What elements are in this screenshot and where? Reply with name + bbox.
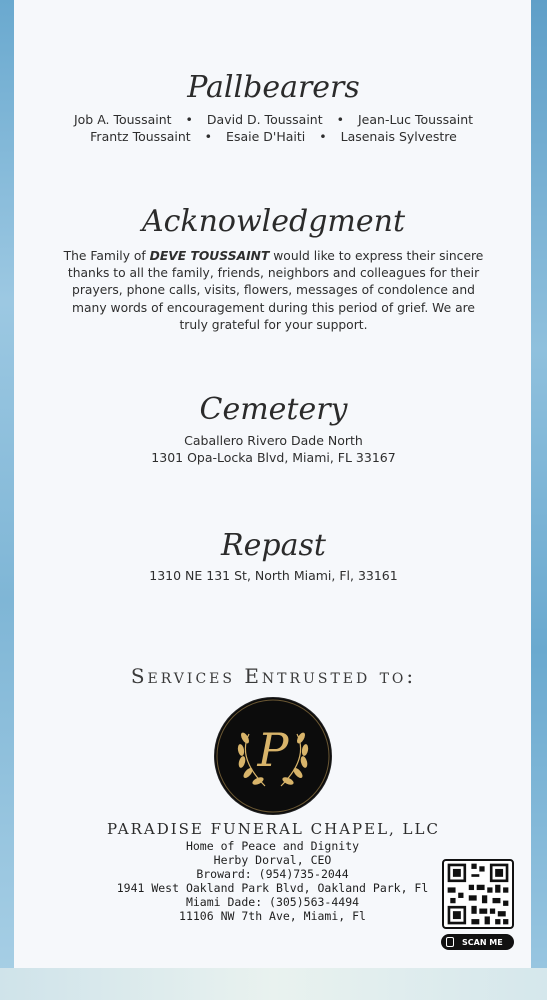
- pallbearer-name: Job A. Toussaint: [73, 112, 172, 127]
- qr-code[interactable]: [442, 859, 514, 929]
- cemetery-line-1: Caballero Rivero Dade North: [184, 433, 363, 448]
- broward-phone: Broward: (954)735-2044: [196, 867, 349, 881]
- miami-address: 11106 NW 7th Ave, Miami, Fl: [179, 909, 366, 923]
- company-name: PARADISE FUNERAL CHAPEL, LLC: [107, 820, 440, 838]
- pallbearers-row-1: [0, 111, 547, 128]
- separator-dot: •: [336, 112, 344, 127]
- pallbearer-name: Frantz Toussaint: [90, 129, 191, 144]
- funeral-home-logo: [215, 698, 331, 814]
- separator-dot: •: [185, 112, 193, 127]
- acknowledgment-heading: Acknowledgment: [141, 204, 406, 239]
- scan-me-label: SCAN ME: [462, 937, 503, 947]
- ack-body: would like to express their sincere thanks to all the family, friends, neighbors and colleagues for their prayers, phone calls, visits, flowers, messages of condolence and many words of encouragement during this period of grief. We are truly grateful for your support.: [67, 249, 484, 332]
- ceo-line: Herby Dorval, CEO: [213, 853, 332, 867]
- acknowledgment-text: [60, 248, 487, 334]
- pallbearer-name: Esaie D'Haiti: [226, 129, 306, 144]
- pallbearer-name: David D. Toussaint: [206, 112, 323, 127]
- contact-block: [100, 839, 445, 923]
- tagline: Home of Peace and Dignity: [185, 839, 360, 853]
- right-watercolor-border: [529, 0, 547, 1000]
- cemetery-line-2: 1301 Opa-Locka Blvd, Miami, FL 33167: [151, 450, 396, 465]
- deceased-name: DEVE TOUSSAINT: [149, 249, 270, 263]
- repast-heading: Repast: [221, 528, 326, 563]
- phone-icon: [446, 937, 454, 947]
- pallbearer-name: Jean-Luc Toussaint: [358, 112, 474, 127]
- miami-dade-phone: Miami Dade: (305)563-4494: [185, 895, 360, 909]
- pallbearers-heading: Pallbearers: [187, 70, 360, 105]
- repast-address: 1310 NE 131 St, North Miami, Fl, 33161: [149, 568, 398, 583]
- separator-dot: •: [319, 129, 327, 144]
- pallbearers-row-2: [0, 128, 547, 145]
- broward-address: 1941 West Oakland Park Blvd, Oakland Park, Fl: [116, 881, 429, 895]
- logo-letter: P: [257, 723, 289, 777]
- scan-me-button[interactable]: [441, 934, 514, 950]
- ack-prefix: The Family of: [63, 249, 150, 263]
- qr-code-icon: [444, 861, 512, 927]
- cemetery-heading: Cemetery: [199, 392, 348, 427]
- separator-dot: •: [204, 129, 213, 144]
- pallbearer-name: Lasenais Sylvestre: [340, 129, 457, 144]
- services-heading: Services Entrusted to:: [130, 664, 417, 688]
- bottom-border-strip: [0, 968, 547, 1000]
